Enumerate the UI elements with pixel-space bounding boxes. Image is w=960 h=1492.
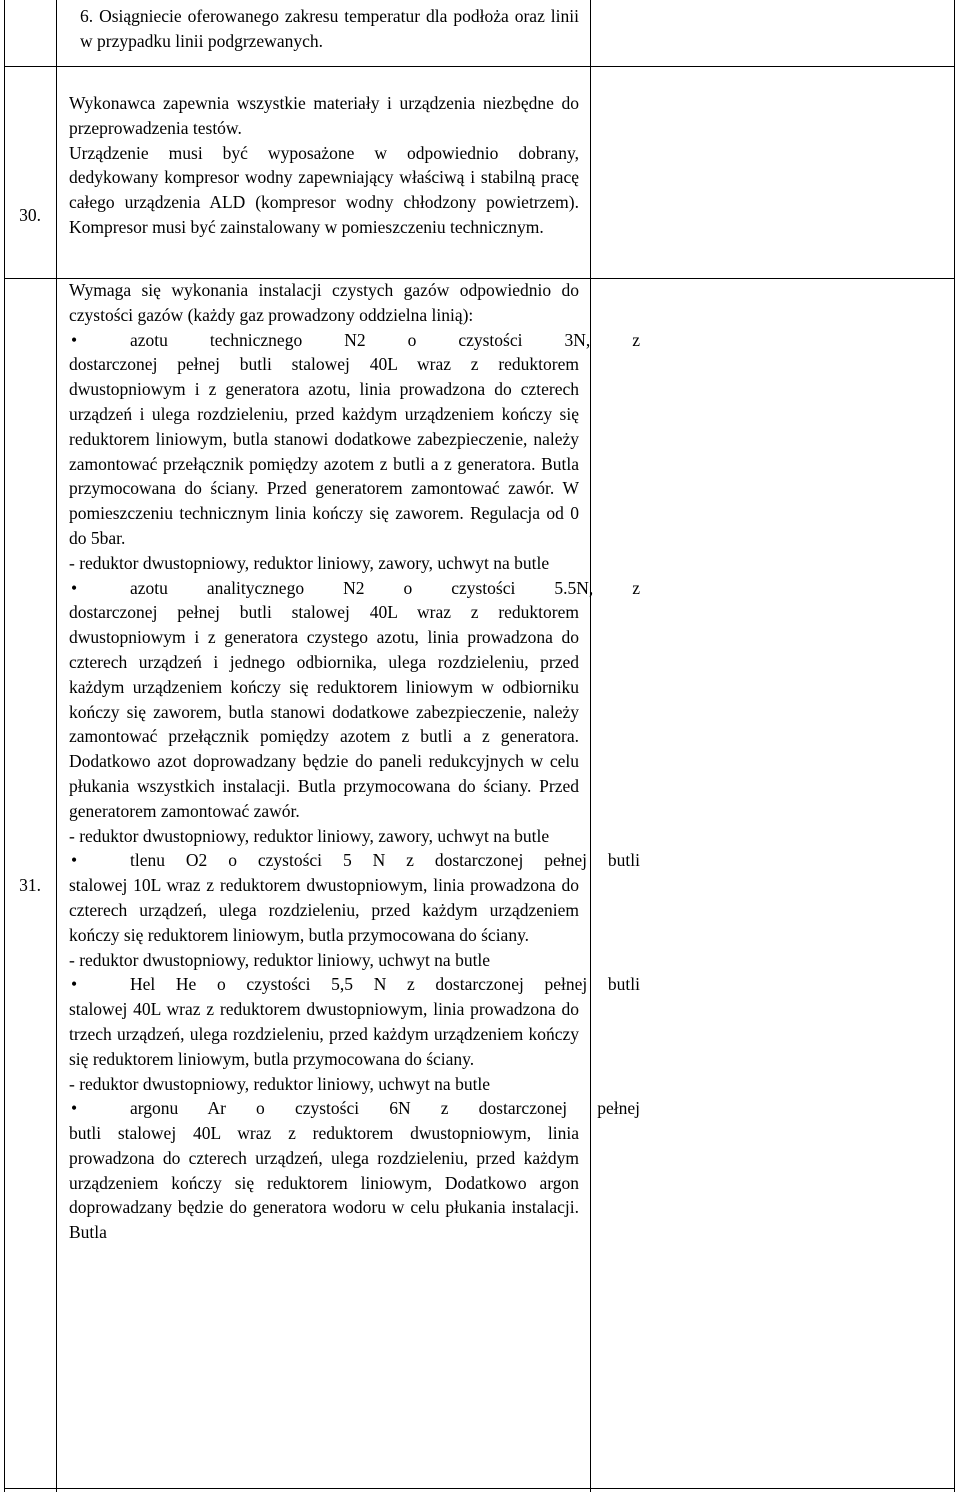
gas-item-body: butli stalowej 40L wraz z reduktorem dwustopniowym, linia prowadzona do czterech urządzeń, ulega rozdzieleniu, przed każdym urządzeniem kończy się reduktorem liniowym, Dodatkowo argon doprowadzany będzie do generatora wodoru w celu płukania instalacji. Butla <box>69 1123 579 1243</box>
bullet-icon: • <box>71 577 78 598</box>
column-divider-1 <box>56 0 57 1492</box>
bullet-icon: • <box>71 850 78 871</box>
row-31-cell <box>69 278 640 1245</box>
table-border-left <box>4 0 5 1492</box>
table-border-bottom <box>4 1488 955 1489</box>
gas-item-oxygen <box>69 848 640 972</box>
bullet-icon: • <box>71 329 78 350</box>
gas-item-equipment-note: - reduktor dwustopniowy, reduktor liniowy, zawory, uchwyt na butle <box>69 552 550 573</box>
gas-item-nitrogen-technical <box>69 328 640 576</box>
gas-item-equipment-note: - reduktor dwustopniowy, reduktor liniowy, uchwyt na butle <box>69 949 491 970</box>
gas-item-lead: azotu analitycznego N2 o czystości 5.5N, z <box>130 577 640 598</box>
table-border-right <box>954 0 955 1492</box>
row-prev-cell <box>69 4 579 54</box>
gas-item-equipment-note: - reduktor dwustopniowy, reduktor liniowy, uchwyt na butle <box>69 1073 491 1094</box>
gas-item-nitrogen-analytical <box>69 576 640 849</box>
gas-item-body: stalowej 10L wraz z reduktorem dwustopniowym, linia prowadzona do czterech urządzeń, ulega rozdzieleniu, przed każdym urządzeniem kończy się reduktorem liniowym, butla przymocowana do ściany. <box>69 875 579 945</box>
bullet-icon: • <box>71 974 78 995</box>
gas-item-equipment-note: - reduktor dwustopniowy, reduktor liniowy, zawory, uchwyt na butle <box>69 825 550 846</box>
row-30-cell <box>69 91 579 240</box>
column-divider-2 <box>590 0 591 1492</box>
row-30-number: 30. <box>19 205 41 225</box>
bullet-icon: • <box>71 1098 78 1119</box>
gas-item-body: dostarczonej pełnej butli stalowej 40L wraz z reduktorem dwustopniowym i z generatora azotu, linia prowadzona do czterech urządzeń i ulega rozdzieleniu, przed każdym urządzeniem kończy się reduktorem liniowym, butla stanowi dodatkowe zabezpieczenie, należy zamontować przełącznik pomiędzy azotem z butli a z generatora. Butla przymocowana do ściany. Przed generatorem zamontować zawór. W pomieszczeniu technicznym linia kończy się zaworem. Regulacja od 0 do 5bar. <box>69 354 579 548</box>
row-30-paragraph-2: Urządzenie musi być wyposażone w odpowiednio dobrany, dedykowany kompresor wodny zapewniający właściwą i stabilną pracę całego urządzenia ALD (kompresor wodny chłodzony powietrzem). Kompresor musi być zainstalowany w pomieszczeniu technicznym. <box>69 142 579 237</box>
row-31-intro: Wymaga się wykonania instalacji czystych gazów odpowiednio do czystości gazów (każdy gaz prowadzony oddzielna linią): <box>69 280 579 325</box>
gas-item-lead: Hel He o czystości 5,5 N z dostarczonej pełnej butli <box>130 974 640 995</box>
gas-item-body: dostarczonej pełnej butli stalowej 40L wraz z reduktorem dwustopniowym i z generatora czystego azotu, linia prowadzona do czterech urządzeń i jednego odbiornika, ulega rozdzieleniu, przed każdym urządzeniem kończy się reduktorem liniowym w odbiorniku kończy się zaworem, butla stanowi dodatkowe zabezpieczenie, należy zamontować przełącznik pomiędzy azotem z butli a z generatora. Dodatkowo azot doprowadzany będzie do paneli redukcyjnych w celu płukania wszystkich instalacji. Butla przymocowana do ściany. Przed generatorem zamontować zawór. <box>69 602 579 821</box>
gas-item-body: stalowej 40L wraz z reduktorem dwustopniowym, linia prowadzona do trzech urządzeń, ulega rozdzieleniu, przed każdym urządzeniem kończy się reduktorem liniowym, butla przymocowana do ściany. <box>69 999 579 1069</box>
row-divider-prev <box>4 66 955 67</box>
gas-item-lead: tlenu O2 o czystości 5 N z dostarczonej pełnej butli <box>130 850 640 871</box>
gas-item-lead: azotu technicznego N2 o czystości 3N, z <box>130 329 640 350</box>
gas-item-lead: argonu Ar o czystości 6N z dostarczonej pełnej <box>130 1098 640 1119</box>
row-31-number: 31. <box>19 875 41 895</box>
row-prev-text: 6. Osiągniecie oferowanego zakresu temperatur dla podłoża oraz linii w przypadku linii podgrzewanych. <box>80 6 579 51</box>
gas-item-argon <box>69 1096 640 1245</box>
gas-item-helium <box>69 972 640 1096</box>
row-30-paragraph-1: Wykonawca zapewnia wszystkie materiały i urządzenia niezbędne do przeprowadzenia testów. <box>69 93 579 138</box>
